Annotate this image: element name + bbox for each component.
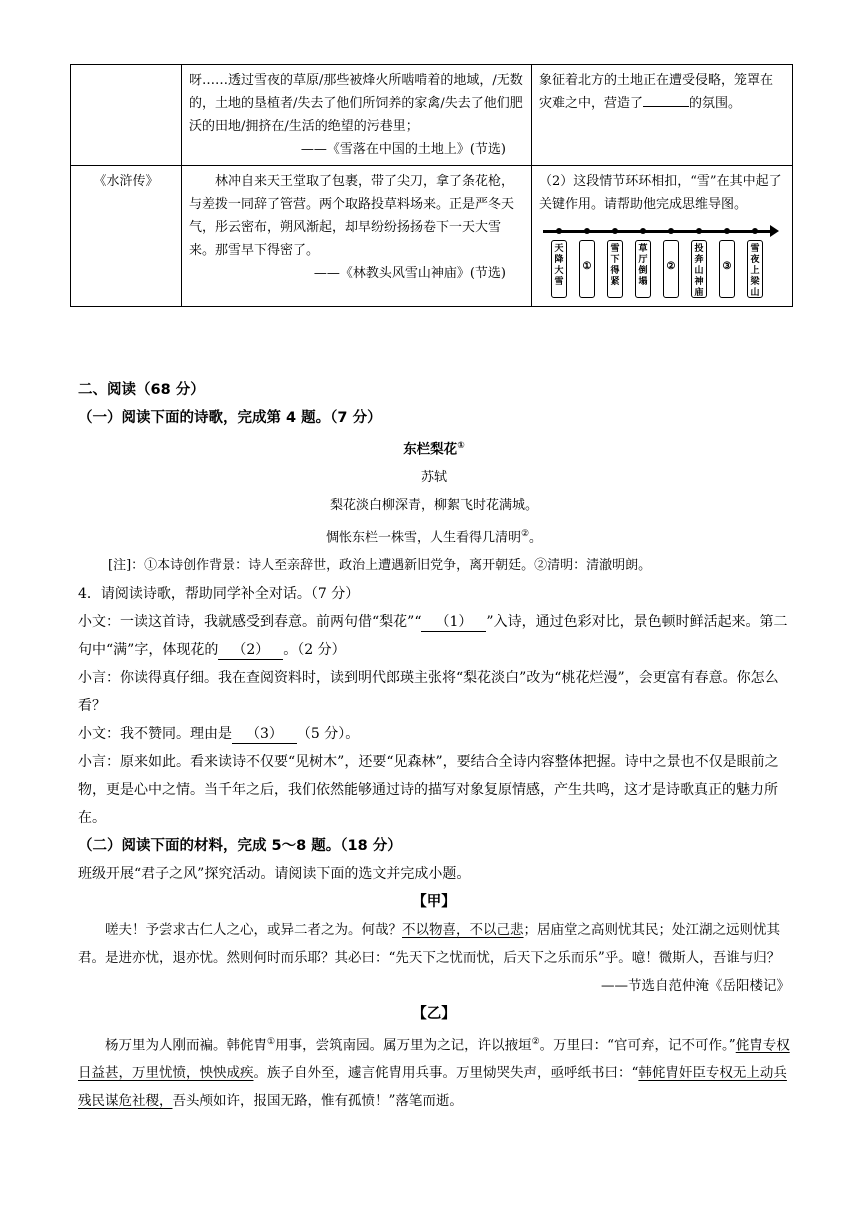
yi-note-2: ② (531, 1036, 540, 1047)
row2-title-cell: 《水浒传》 (71, 166, 182, 307)
yi-underlined-2: 韩侂胄奸臣专权无上动兵残民谋危社稷， (78, 1065, 787, 1110)
row1-title-cell (71, 65, 182, 166)
yi-note-1: ① (267, 1036, 276, 1047)
yi-text-2: 用事，尝筑南园。属万里为之记，许以掖垣 (275, 1037, 532, 1054)
dialogue-4: 小言：原来如此。看来读诗不仅要“见树木”，还要“见森林”，要结合全诗内容整体把握。诗中之景也不仅是眼前之物，更是心中之情。当千年之后，我们依然能够通过诗的描写对象复原情感，产生共鸣，这才是诗歌真正的魅力所在。 (78, 753, 779, 826)
jia-text (78, 916, 790, 972)
q4-stem: 4．请阅读诗歌，帮助同学补全对话。（7 分） (78, 585, 360, 602)
arrow-right-icon (770, 225, 779, 237)
timeline-dot (724, 228, 730, 234)
row1-question-cell (532, 65, 793, 166)
yi-text-3: 。万里曰：“官可弃，记不可作。” (539, 1037, 736, 1054)
yi-text (78, 1028, 790, 1116)
dialogue-1-text-c: 。（2 分） (283, 641, 346, 658)
poem-title-text: 东栏梨花 (403, 441, 458, 458)
row2-question-cell (532, 166, 793, 307)
dialogue-3 (78, 720, 790, 748)
blank-1[interactable]: （1） (421, 613, 486, 632)
material-table (70, 64, 793, 307)
timeline-dot (696, 228, 702, 234)
poem-line-2-end: 。 (529, 529, 543, 545)
row1-question-text-end: 的氛围。 (689, 96, 742, 111)
table-row (71, 65, 793, 166)
timeline-dot (640, 228, 646, 234)
mind-map-node[interactable]: ② (663, 240, 679, 298)
mind-map-node[interactable]: ③ (719, 240, 735, 298)
yi-text-5: 。族子自外至，遽言侂胄用兵事。万里恸哭失声，亟呼纸书曰：“ (253, 1065, 639, 1082)
row1-question-text: 象征着北方的土地正在遭受侵略，笼罩在灾难之中，营造了 (539, 73, 774, 111)
jia-text-3: ；居庙堂之高则忧其民；处江湖之远则忧其君。是进亦忧，退亦忧。然则何时而乐耶？其必曰：“先天下之忧而忧，后天下之乐而乐”乎。噫！微斯人，吾谁与归？ (78, 921, 781, 966)
yi-text-1: 杨万里为人刚而褊。韩侂胄 (105, 1037, 267, 1054)
mind-map (539, 222, 779, 302)
shuihu-source: ——《林教头风雪山神庙》(节选) (313, 266, 506, 281)
poem-line-2 (78, 520, 790, 552)
timeline-dot (612, 228, 618, 234)
part2-title: （二）阅读下面的材料，完成 5～8 题。（18 分） (78, 837, 402, 854)
part2-intro: 班级开展“君子之风”探究活动。请阅读下面的选文并完成小题。 (78, 865, 471, 882)
yi-label: 【乙】 (412, 1005, 456, 1022)
mind-map-node: 雪 下 得 紧 (607, 240, 623, 298)
snow-poem-source: ——《雪落在中国的土地上》(节选) (300, 142, 506, 157)
jia-text-1: 嗟夫！予尝求古仁人之心，或异二者之为。何哉？ (105, 921, 402, 938)
jia-underlined: 不以物喜，不以己悲 (402, 921, 524, 938)
timeline-dot (556, 228, 562, 234)
yi-text-7: 吾头颅如许，报国无路，惟有孤愤！”落笔而逝。 (172, 1093, 463, 1110)
mind-map-node: 投 奔 山 神 庙 (691, 240, 707, 298)
poem-line-2-text: 惆怅东栏一株雪，人生看得几清明 (325, 529, 521, 545)
poem-line-2-note: ② (520, 528, 530, 539)
timeline-dot (668, 228, 674, 234)
part1-title: （一）阅读下面的诗歌，完成第 4 题。（7 分） (78, 410, 382, 426)
poem-title-note: ① (457, 441, 465, 451)
row2-question-text: （2）这段情节环环相扣，“雪”在其中起了关键作用。请帮助他完成思维导图。 (539, 174, 782, 212)
timeline-dot (752, 228, 758, 234)
poem-title (78, 432, 790, 464)
answer-blank[interactable] (643, 92, 689, 107)
dialogue-3-text-b: （5 分）。 (296, 725, 360, 742)
timeline-line (543, 230, 773, 233)
dialogue-3-text-a: 小文：我不赞同。理由是 (78, 725, 232, 742)
timeline-dot (584, 228, 590, 234)
reading-section (78, 376, 790, 1115)
mind-map-node: 天 降 大 雪 (551, 240, 567, 298)
jia-label: 【甲】 (412, 893, 456, 910)
mind-map-node[interactable]: ① (579, 240, 595, 298)
dialogue-1-text-a: 小文：一读这首诗，我就感受到春意。前两句借“梨花”“ (78, 613, 422, 630)
poem-line-1: 梨花淡白柳深青，柳絮飞时花满城。 (329, 497, 538, 513)
mind-map-node: 草 厅 倒 塌 (635, 240, 651, 298)
row1-excerpt-cell (182, 65, 532, 166)
poem-note: [注]：①本诗创作背景：诗人至亲辞世，政治上遭遇新旧党争，离开朝廷。②清明：清澈明朗。 (108, 557, 652, 573)
jia-source: ——节选自范仲淹《岳阳楼记》 (601, 977, 790, 994)
yi-underlined-1: 侂胄专权日益甚，万里忧愤，怏怏成疾 (78, 1037, 790, 1082)
snow-poem-excerpt: 呀……透过雪夜的草原/那些被烽火所啮啃着的地域，/无数的，土地的垦植者/失去了他们所饲养的家禽/失去了他们肥沃的田地/拥挤在/生活的绝望的污巷里； (189, 73, 523, 134)
row2-excerpt-cell (182, 166, 532, 307)
shuihu-excerpt: 林冲自来天王堂取了包裹，带了尖刀，拿了条花枪，与差拨一同辞了管营。两个取路投草料场来。正是严冬天气，彤云密布，朔风渐起，却早纷纷扬扬卷下一天大雪来。那雪早下得密了。 (189, 174, 515, 258)
dialogue-2: 小言：你读得真仔细。我在查阅资料时，读到明代郎瑛主张将“梨花淡白”改为“桃花烂漫”，会更富有春意。你怎么看？ (78, 669, 779, 714)
blank-3[interactable]: （3） (232, 725, 297, 744)
table-row (71, 166, 793, 307)
section2-title: 二、阅读（68 分） (78, 382, 205, 398)
poem-author: 苏轼 (420, 469, 447, 485)
blank-2[interactable]: （2） (218, 641, 283, 660)
dialogue-1-text-b: ”入诗，通过色彩对比，景色顿时鲜活起来。第二句中“满”字，体现花的 (78, 613, 788, 658)
dialogue-1 (78, 608, 790, 664)
mind-map-node: 雪 夜 上 梁 山 (747, 240, 763, 298)
